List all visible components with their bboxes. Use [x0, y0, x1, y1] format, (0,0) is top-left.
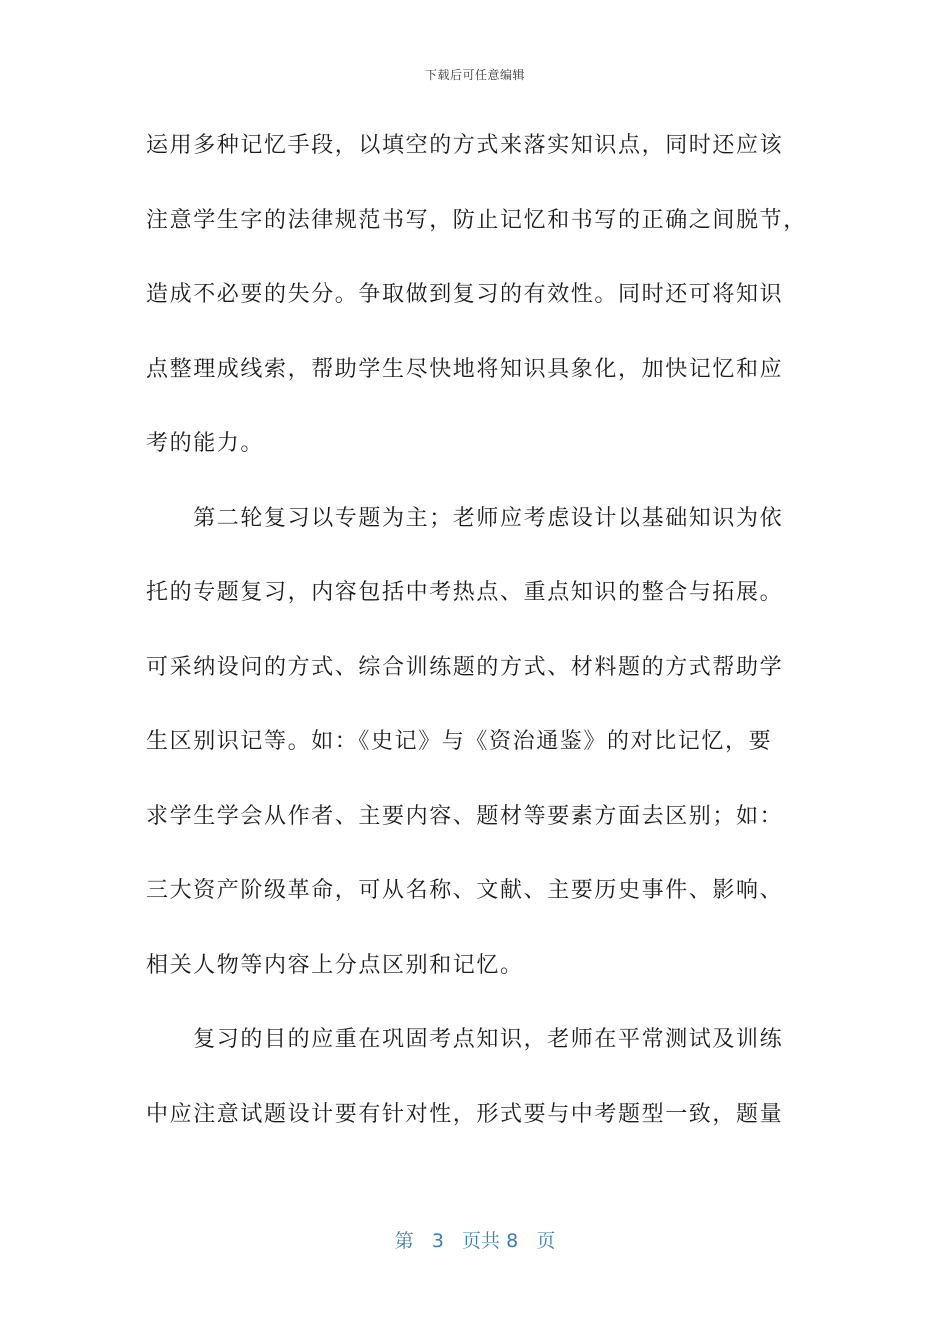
- footer-current-page: 3: [431, 1230, 444, 1252]
- footer-middle: 页共: [462, 1230, 501, 1252]
- page-header: 下载后可任意编辑: [424, 68, 525, 82]
- footer-total-pages: 8: [506, 1230, 519, 1252]
- body-line-2: 注意学生字的法律规范书写，防止记忆和书写的正确之间脱节，: [146, 207, 807, 233]
- body-line-14: 中应注意试题设计要有针对性，形式要与中考题型一致，题量: [146, 1101, 784, 1127]
- body-line-12: 相关人物等内容上分点区别和记忆。: [146, 952, 524, 978]
- body-line-11: 三大资产阶级革命，可从名称、文献、主要历史事件、影响、: [146, 878, 784, 903]
- document-body: [146, 128, 806, 1171]
- body-line-3: 造成不必要的失分。争取做到复习的有效性。同时还可将知识: [146, 282, 784, 307]
- page-footer: [0, 1226, 950, 1253]
- footer-prefix: 第: [394, 1230, 414, 1252]
- body-line-4: 点整理成线索，帮助学生尽快地将知识具象化，加快记忆和应: [146, 356, 784, 382]
- body-line-9: 生区别识记等。如：《史记》与《资治通鉴》的对比记忆，要: [146, 729, 773, 754]
- body-line-13: 复习的目的应重在巩固考点知识，老师在平常测试及训练: [146, 1027, 784, 1052]
- body-line-7: 托的专题复习，内容包括中考热点、重点知识的整合与拓展。: [146, 580, 784, 605]
- body-line-8: 可采纳设问的方式、综合训练题的方式、材料题的方式帮助学: [146, 654, 784, 680]
- footer-suffix: 页: [536, 1230, 556, 1252]
- body-line-5: 考的能力。: [146, 431, 265, 456]
- body-line-6: 第二轮复习以专题为主；老师应考虑设计以基础知识为依: [146, 505, 784, 531]
- body-line-10: 求学生学会从作者、主要内容、题材等要素方面去区别；如：: [146, 803, 784, 829]
- body-line-1: 运用多种记忆手段，以填空的方式来落实知识点，同时还应该: [146, 133, 784, 158]
